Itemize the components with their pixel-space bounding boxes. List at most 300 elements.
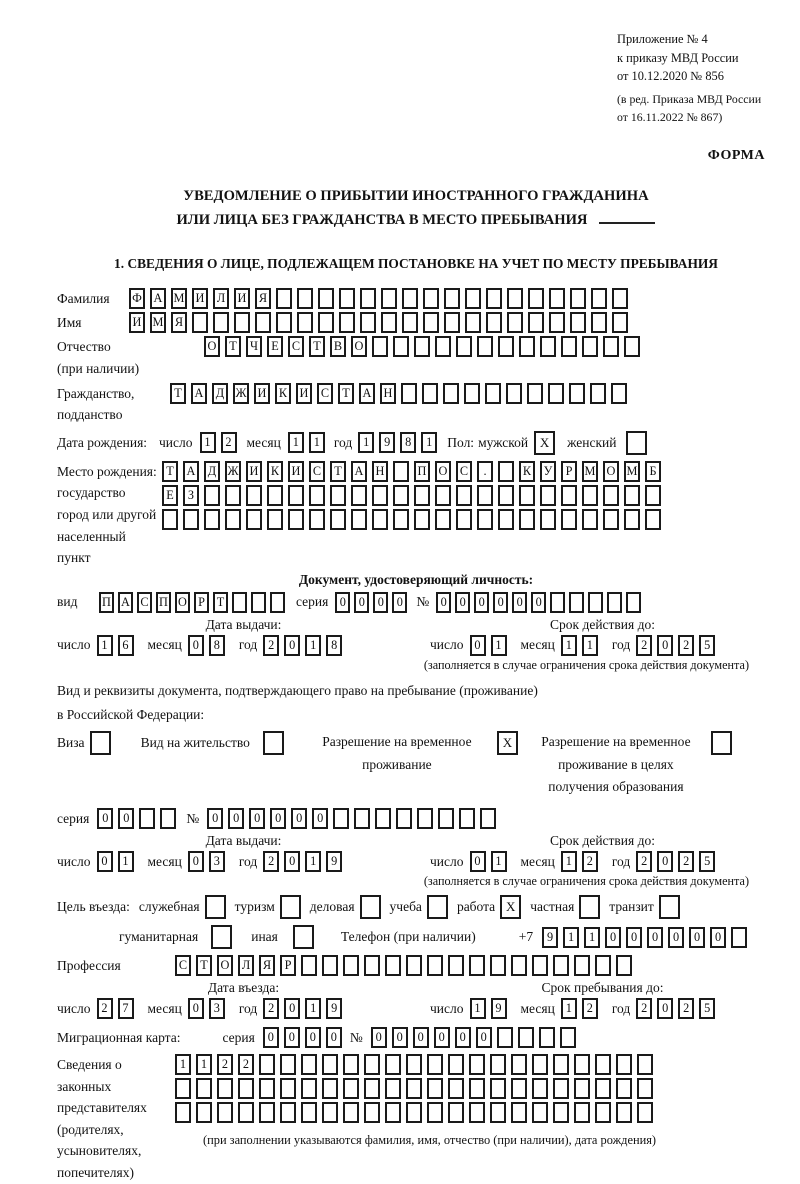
char-cell[interactable]: С — [309, 461, 325, 482]
char-cell[interactable] — [519, 509, 535, 530]
char-cell[interactable] — [603, 485, 619, 506]
char-cell[interactable] — [393, 485, 409, 506]
char-cell[interactable] — [527, 383, 543, 404]
sex-female-checkbox[interactable] — [626, 431, 647, 455]
char-cell[interactable] — [385, 1054, 401, 1075]
purpose-other-checkbox[interactable] — [293, 925, 314, 949]
char-cell[interactable]: 1 — [491, 851, 507, 872]
char-cell[interactable] — [456, 509, 472, 530]
char-cell[interactable] — [422, 383, 438, 404]
char-cell[interactable] — [637, 1102, 653, 1123]
purpose-transit-checkbox[interactable] — [659, 895, 680, 919]
char-cell[interactable] — [267, 509, 283, 530]
char-cell[interactable]: 1 — [200, 432, 216, 453]
char-cell[interactable] — [616, 1078, 632, 1099]
char-cell[interactable] — [360, 288, 376, 309]
char-cell[interactable] — [217, 1102, 233, 1123]
char-cell[interactable] — [637, 1078, 653, 1099]
char-cell[interactable]: 1 — [561, 851, 577, 872]
char-cell[interactable] — [550, 592, 565, 613]
char-cell[interactable] — [607, 592, 622, 613]
char-cell[interactable] — [553, 1054, 569, 1075]
char-cell[interactable]: П — [414, 461, 430, 482]
char-cell[interactable] — [624, 509, 640, 530]
char-cell[interactable] — [507, 288, 523, 309]
char-cell[interactable] — [393, 509, 409, 530]
char-cell[interactable]: 1 — [561, 635, 577, 656]
char-cell[interactable] — [498, 461, 514, 482]
char-cell[interactable] — [318, 288, 334, 309]
char-cell[interactable] — [288, 485, 304, 506]
char-cell[interactable] — [232, 592, 247, 613]
char-cell[interactable] — [438, 808, 454, 829]
char-cell[interactable] — [375, 808, 391, 829]
char-cell[interactable] — [175, 1078, 191, 1099]
char-cell[interactable] — [381, 288, 397, 309]
char-cell[interactable] — [427, 1102, 443, 1123]
char-cell[interactable] — [339, 312, 355, 333]
char-cell[interactable] — [251, 592, 266, 613]
char-cell[interactable]: 0 — [354, 592, 369, 613]
char-cell[interactable] — [162, 509, 178, 530]
char-cell[interactable] — [528, 312, 544, 333]
char-cell[interactable] — [351, 485, 367, 506]
residence-permit-checkbox[interactable] — [263, 731, 284, 755]
char-cell[interactable]: 1 — [421, 432, 437, 453]
char-cell[interactable]: 1 — [584, 927, 600, 948]
char-cell[interactable]: И — [129, 312, 145, 333]
purpose-study-checkbox[interactable] — [427, 895, 448, 919]
char-cell[interactable] — [204, 509, 220, 530]
char-cell[interactable] — [469, 1102, 485, 1123]
char-cell[interactable]: Я — [255, 288, 271, 309]
char-cell[interactable] — [322, 955, 338, 976]
char-cell[interactable]: Р — [280, 955, 296, 976]
char-cell[interactable] — [427, 1054, 443, 1075]
char-cell[interactable] — [595, 1102, 611, 1123]
char-cell[interactable] — [448, 1054, 464, 1075]
char-cell[interactable] — [507, 312, 523, 333]
char-cell[interactable] — [343, 1102, 359, 1123]
char-cell[interactable]: О — [435, 461, 451, 482]
char-cell[interactable]: 1 — [305, 635, 321, 656]
char-cell[interactable]: 0 — [647, 927, 663, 948]
char-cell[interactable] — [532, 1054, 548, 1075]
char-cell[interactable]: Е — [162, 485, 178, 506]
char-cell[interactable]: 1 — [97, 635, 113, 656]
char-cell[interactable]: Т — [196, 955, 212, 976]
char-cell[interactable]: 2 — [678, 635, 694, 656]
char-cell[interactable]: 1 — [491, 635, 507, 656]
char-cell[interactable]: В — [330, 336, 346, 357]
char-cell[interactable] — [402, 312, 418, 333]
char-cell[interactable] — [616, 955, 632, 976]
char-cell[interactable]: 8 — [400, 432, 416, 453]
char-cell[interactable] — [259, 1102, 275, 1123]
char-cell[interactable]: 5 — [699, 998, 715, 1019]
char-cell[interactable]: П — [99, 592, 114, 613]
char-cell[interactable]: 0 — [470, 851, 486, 872]
char-cell[interactable]: 0 — [531, 592, 546, 613]
char-cell[interactable] — [456, 485, 472, 506]
char-cell[interactable] — [372, 509, 388, 530]
char-cell[interactable]: 0 — [263, 1027, 279, 1048]
char-cell[interactable]: 0 — [97, 808, 113, 829]
char-cell[interactable]: 2 — [582, 851, 598, 872]
char-cell[interactable] — [414, 336, 430, 357]
char-cell[interactable]: 8 — [209, 635, 225, 656]
char-cell[interactable] — [276, 312, 292, 333]
char-cell[interactable] — [582, 485, 598, 506]
char-cell[interactable]: 0 — [470, 635, 486, 656]
char-cell[interactable] — [396, 808, 412, 829]
char-cell[interactable]: О — [204, 336, 220, 357]
char-cell[interactable] — [511, 955, 527, 976]
purpose-work-checkbox[interactable]: X — [500, 895, 521, 919]
char-cell[interactable] — [574, 1054, 590, 1075]
char-cell[interactable] — [540, 509, 556, 530]
char-cell[interactable]: О — [217, 955, 233, 976]
char-cell[interactable]: 1 — [309, 432, 325, 453]
char-cell[interactable]: Ф — [129, 288, 145, 309]
char-cell[interactable] — [364, 1078, 380, 1099]
char-cell[interactable] — [330, 509, 346, 530]
char-cell[interactable]: И — [288, 461, 304, 482]
char-cell[interactable] — [297, 288, 313, 309]
char-cell[interactable]: 0 — [413, 1027, 429, 1048]
purpose-tourism-checkbox[interactable] — [280, 895, 301, 919]
char-cell[interactable]: 0 — [188, 998, 204, 1019]
char-cell[interactable] — [448, 955, 464, 976]
char-cell[interactable] — [414, 485, 430, 506]
char-cell[interactable] — [553, 955, 569, 976]
char-cell[interactable] — [626, 592, 641, 613]
char-cell[interactable]: 9 — [542, 927, 558, 948]
char-cell[interactable]: А — [183, 461, 199, 482]
visa-checkbox[interactable] — [90, 731, 111, 755]
char-cell[interactable] — [645, 509, 661, 530]
char-cell[interactable]: Ж — [225, 461, 241, 482]
char-cell[interactable] — [196, 1102, 212, 1123]
char-cell[interactable]: Д — [204, 461, 220, 482]
char-cell[interactable]: 0 — [326, 1027, 342, 1048]
char-cell[interactable]: 0 — [284, 998, 300, 1019]
char-cell[interactable] — [553, 1078, 569, 1099]
char-cell[interactable] — [465, 288, 481, 309]
char-cell[interactable] — [459, 808, 475, 829]
char-cell[interactable] — [532, 1102, 548, 1123]
char-cell[interactable] — [477, 485, 493, 506]
char-cell[interactable]: М — [624, 461, 640, 482]
char-cell[interactable]: 0 — [434, 1027, 450, 1048]
char-cell[interactable]: И — [246, 461, 262, 482]
char-cell[interactable] — [553, 1102, 569, 1123]
char-cell[interactable]: 0 — [371, 1027, 387, 1048]
char-cell[interactable] — [393, 461, 409, 482]
char-cell[interactable]: М — [582, 461, 598, 482]
char-cell[interactable]: 0 — [512, 592, 527, 613]
char-cell[interactable] — [343, 1078, 359, 1099]
char-cell[interactable] — [611, 383, 627, 404]
char-cell[interactable] — [406, 1102, 422, 1123]
char-cell[interactable]: 1 — [118, 851, 134, 872]
char-cell[interactable]: О — [175, 592, 190, 613]
char-cell[interactable] — [612, 288, 628, 309]
char-cell[interactable]: 0 — [284, 851, 300, 872]
char-cell[interactable]: 0 — [188, 851, 204, 872]
char-cell[interactable] — [238, 1078, 254, 1099]
char-cell[interactable] — [731, 927, 747, 948]
char-cell[interactable] — [637, 1054, 653, 1075]
char-cell[interactable] — [561, 336, 577, 357]
char-cell[interactable]: 0 — [392, 1027, 408, 1048]
char-cell[interactable] — [532, 1078, 548, 1099]
char-cell[interactable]: 0 — [605, 927, 621, 948]
char-cell[interactable] — [423, 312, 439, 333]
char-cell[interactable]: А — [118, 592, 133, 613]
char-cell[interactable]: Ч — [246, 336, 262, 357]
char-cell[interactable]: 6 — [118, 635, 134, 656]
char-cell[interactable] — [588, 592, 603, 613]
char-cell[interactable]: И — [296, 383, 312, 404]
char-cell[interactable]: К — [275, 383, 291, 404]
char-cell[interactable] — [183, 509, 199, 530]
char-cell[interactable] — [539, 1027, 555, 1048]
char-cell[interactable]: А — [191, 383, 207, 404]
char-cell[interactable] — [414, 509, 430, 530]
char-cell[interactable]: 0 — [455, 1027, 471, 1048]
char-cell[interactable] — [591, 288, 607, 309]
char-cell[interactable] — [217, 1078, 233, 1099]
char-cell[interactable]: 8 — [326, 635, 342, 656]
char-cell[interactable] — [288, 509, 304, 530]
char-cell[interactable]: Т — [338, 383, 354, 404]
char-cell[interactable]: Т — [162, 461, 178, 482]
char-cell[interactable]: . — [477, 461, 493, 482]
char-cell[interactable] — [561, 485, 577, 506]
char-cell[interactable] — [225, 485, 241, 506]
char-cell[interactable] — [435, 336, 451, 357]
char-cell[interactable] — [280, 1054, 296, 1075]
char-cell[interactable]: 1 — [288, 432, 304, 453]
char-cell[interactable] — [469, 1054, 485, 1075]
char-cell[interactable] — [511, 1102, 527, 1123]
char-cell[interactable] — [175, 1102, 191, 1123]
char-cell[interactable]: О — [351, 336, 367, 357]
char-cell[interactable] — [246, 485, 262, 506]
char-cell[interactable]: 0 — [118, 808, 134, 829]
char-cell[interactable] — [540, 485, 556, 506]
char-cell[interactable]: 0 — [284, 1027, 300, 1048]
char-cell[interactable] — [267, 485, 283, 506]
char-cell[interactable] — [456, 336, 472, 357]
char-cell[interactable]: 5 — [699, 635, 715, 656]
char-cell[interactable]: 0 — [249, 808, 265, 829]
char-cell[interactable]: П — [156, 592, 171, 613]
char-cell[interactable] — [401, 383, 417, 404]
char-cell[interactable] — [280, 1102, 296, 1123]
char-cell[interactable] — [435, 509, 451, 530]
char-cell[interactable]: И — [254, 383, 270, 404]
char-cell[interactable]: 2 — [678, 998, 694, 1019]
char-cell[interactable]: 1 — [305, 998, 321, 1019]
char-cell[interactable] — [234, 312, 250, 333]
char-cell[interactable]: 2 — [97, 998, 113, 1019]
char-cell[interactable] — [444, 288, 460, 309]
char-cell[interactable]: 1 — [175, 1054, 191, 1075]
char-cell[interactable] — [477, 509, 493, 530]
char-cell[interactable]: 0 — [657, 635, 673, 656]
char-cell[interactable] — [624, 485, 640, 506]
char-cell[interactable]: 2 — [636, 998, 652, 1019]
char-cell[interactable]: З — [183, 485, 199, 506]
char-cell[interactable] — [255, 312, 271, 333]
char-cell[interactable]: С — [317, 383, 333, 404]
char-cell[interactable]: Р — [194, 592, 209, 613]
char-cell[interactable] — [561, 509, 577, 530]
temp-residence-education-checkbox[interactable] — [711, 731, 732, 755]
char-cell[interactable]: Т — [309, 336, 325, 357]
char-cell[interactable]: 0 — [626, 927, 642, 948]
char-cell[interactable] — [569, 383, 585, 404]
char-cell[interactable] — [591, 312, 607, 333]
char-cell[interactable] — [435, 485, 451, 506]
char-cell[interactable]: Т — [213, 592, 228, 613]
char-cell[interactable] — [406, 1054, 422, 1075]
char-cell[interactable] — [417, 808, 433, 829]
char-cell[interactable] — [301, 1078, 317, 1099]
char-cell[interactable]: 0 — [207, 808, 223, 829]
char-cell[interactable] — [465, 312, 481, 333]
char-cell[interactable] — [333, 808, 349, 829]
char-cell[interactable] — [624, 336, 640, 357]
char-cell[interactable]: Н — [380, 383, 396, 404]
char-cell[interactable]: 1 — [305, 851, 321, 872]
char-cell[interactable] — [385, 1102, 401, 1123]
char-cell[interactable]: 0 — [436, 592, 451, 613]
char-cell[interactable]: 0 — [710, 927, 726, 948]
char-cell[interactable] — [590, 383, 606, 404]
char-cell[interactable]: 1 — [196, 1054, 212, 1075]
char-cell[interactable]: 3 — [209, 851, 225, 872]
char-cell[interactable] — [364, 1054, 380, 1075]
char-cell[interactable]: 1 — [470, 998, 486, 1019]
char-cell[interactable] — [444, 312, 460, 333]
char-cell[interactable] — [549, 288, 565, 309]
char-cell[interactable] — [301, 1054, 317, 1075]
char-cell[interactable]: 0 — [392, 592, 407, 613]
char-cell[interactable] — [603, 509, 619, 530]
char-cell[interactable] — [595, 1054, 611, 1075]
char-cell[interactable] — [570, 312, 586, 333]
char-cell[interactable]: 0 — [657, 851, 673, 872]
char-cell[interactable] — [301, 955, 317, 976]
char-cell[interactable] — [497, 1027, 513, 1048]
temp-residence-checkbox[interactable]: X — [497, 731, 518, 755]
char-cell[interactable]: Т — [170, 383, 186, 404]
char-cell[interactable] — [372, 485, 388, 506]
char-cell[interactable] — [238, 1102, 254, 1123]
char-cell[interactable] — [339, 288, 355, 309]
char-cell[interactable]: 0 — [474, 592, 489, 613]
char-cell[interactable]: 0 — [455, 592, 470, 613]
char-cell[interactable] — [322, 1078, 338, 1099]
char-cell[interactable]: 2 — [636, 851, 652, 872]
char-cell[interactable] — [645, 485, 661, 506]
char-cell[interactable]: Б — [645, 461, 661, 482]
char-cell[interactable] — [280, 1078, 296, 1099]
char-cell[interactable] — [540, 336, 556, 357]
char-cell[interactable] — [506, 383, 522, 404]
char-cell[interactable] — [343, 1054, 359, 1075]
char-cell[interactable] — [574, 955, 590, 976]
char-cell[interactable]: М — [171, 288, 187, 309]
char-cell[interactable]: Ж — [233, 383, 249, 404]
char-cell[interactable]: О — [603, 461, 619, 482]
char-cell[interactable] — [402, 288, 418, 309]
purpose-business-checkbox[interactable] — [360, 895, 381, 919]
char-cell[interactable]: Я — [259, 955, 275, 976]
char-cell[interactable]: И — [234, 288, 250, 309]
char-cell[interactable] — [364, 1102, 380, 1123]
char-cell[interactable]: 0 — [373, 592, 388, 613]
char-cell[interactable]: 0 — [657, 998, 673, 1019]
char-cell[interactable] — [301, 1102, 317, 1123]
char-cell[interactable]: 3 — [209, 998, 225, 1019]
char-cell[interactable] — [490, 955, 506, 976]
char-cell[interactable] — [603, 336, 619, 357]
char-cell[interactable]: 0 — [97, 851, 113, 872]
char-cell[interactable] — [372, 336, 388, 357]
char-cell[interactable]: С — [137, 592, 152, 613]
char-cell[interactable]: 0 — [312, 808, 328, 829]
char-cell[interactable]: Я — [171, 312, 187, 333]
char-cell[interactable] — [225, 509, 241, 530]
char-cell[interactable]: 7 — [118, 998, 134, 1019]
char-cell[interactable] — [549, 312, 565, 333]
char-cell[interactable] — [498, 336, 514, 357]
purpose-humanitarian-checkbox[interactable] — [211, 925, 232, 949]
char-cell[interactable]: 1 — [358, 432, 374, 453]
char-cell[interactable] — [519, 336, 535, 357]
char-cell[interactable] — [477, 336, 493, 357]
char-cell[interactable] — [612, 312, 628, 333]
char-cell[interactable]: 1 — [561, 998, 577, 1019]
char-cell[interactable]: 2 — [582, 998, 598, 1019]
char-cell[interactable]: 0 — [270, 808, 286, 829]
char-cell[interactable] — [213, 312, 229, 333]
char-cell[interactable] — [490, 1054, 506, 1075]
char-cell[interactable] — [309, 485, 325, 506]
char-cell[interactable] — [518, 1027, 534, 1048]
char-cell[interactable]: У — [540, 461, 556, 482]
char-cell[interactable] — [204, 485, 220, 506]
char-cell[interactable]: 9 — [326, 998, 342, 1019]
char-cell[interactable]: Л — [213, 288, 229, 309]
char-cell[interactable]: 1 — [582, 635, 598, 656]
char-cell[interactable] — [469, 1078, 485, 1099]
char-cell[interactable] — [385, 1078, 401, 1099]
char-cell[interactable] — [485, 383, 501, 404]
char-cell[interactable] — [406, 1078, 422, 1099]
char-cell[interactable]: 2 — [263, 851, 279, 872]
char-cell[interactable] — [381, 312, 397, 333]
char-cell[interactable]: А — [351, 461, 367, 482]
char-cell[interactable]: А — [359, 383, 375, 404]
char-cell[interactable]: 2 — [263, 635, 279, 656]
char-cell[interactable]: 0 — [493, 592, 508, 613]
char-cell[interactable] — [511, 1054, 527, 1075]
